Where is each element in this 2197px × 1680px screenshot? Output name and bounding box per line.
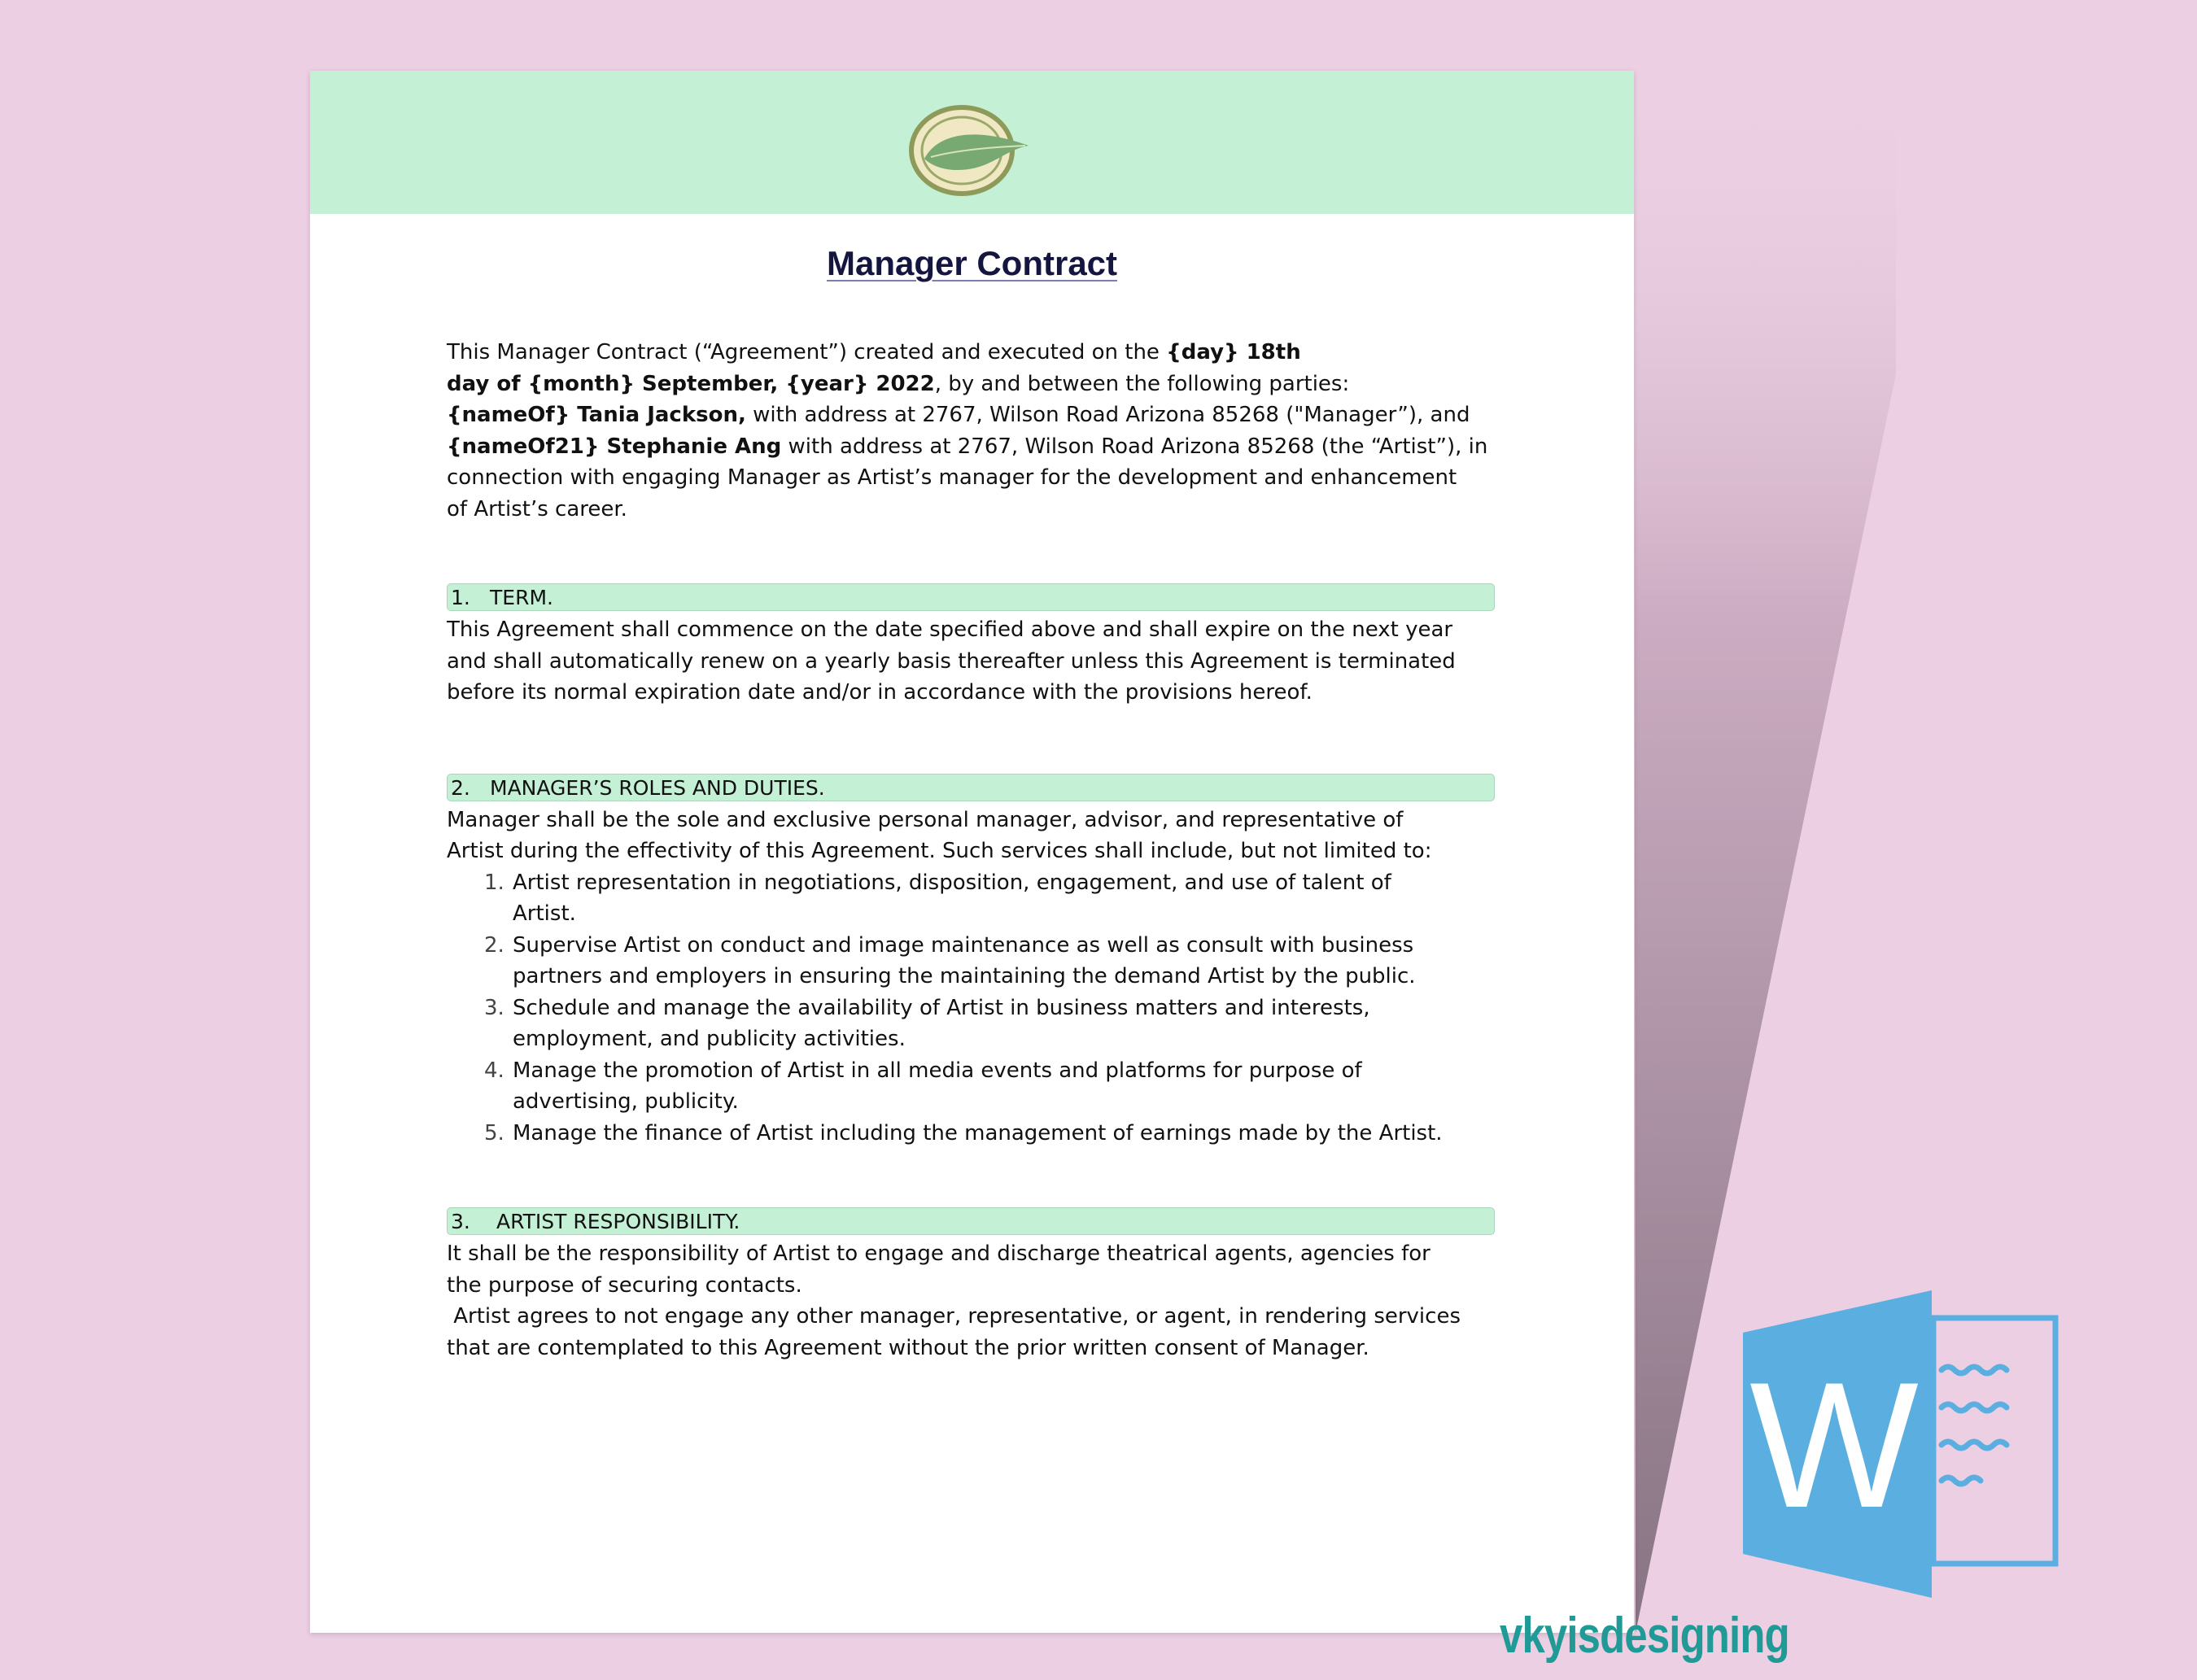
section-1-body: This Agreement shall commence on the date specified above and shall expire on the next year and shall automatically renew on a yearly basis thereafter unless this Agreement is terminated before its normal expiration date and/or in accordance with the provisions hereof. (447, 617, 1456, 705)
list-item: 5. Manage the finance of Artist including the management of earnings made by the Artist. (484, 1120, 1443, 1145)
list-item: 1. Artist representation in negotiations, disposition, engagement, and use of talent of Artist. (484, 870, 1391, 926)
section-3-heading: 3. ARTIST RESPONSIBILITY. (447, 1207, 1495, 1235)
word-document-icon (1741, 1287, 2059, 1604)
contract-page (310, 71, 1634, 1633)
leaf-logo-icon (906, 103, 1037, 198)
section-3-body: It shall be the responsibility of Artist to engage and discharge theatrical agents, agencies for the purpose of securing contacts. Artist agrees to not engage any other manager, representative, or agent, in rendering services that are contemplated to this Agreement without the prior written consent of Manager. (447, 1241, 1461, 1360)
list-item: 2. Supervise Artist on conduct and image maintenance as well as consult with business partners and employers in ensuring the maintaining the demand Artist by the public. (484, 932, 1416, 988)
header-band (310, 71, 1634, 214)
document-title: Manager Contract (826, 244, 1118, 282)
section-2-body: Manager shall be the sole and exclusive personal manager, advisor, and representative of Artist during the effectivity of this Agreement. Such services shall include, but not limited to: 1. Artist representation in negotiations, disposition, engagement, and use of talent of Artist. 2. Supervise Artist on conduct and image maintenance as well as consult with business partners and employers in ensuring the maintaining the demand Artist by the public. 3. Schedule and manage the availability of Artist in business matters and interests, employment, and publicity activities. 4. Manage the promotion of Artist in all media events and platforms for purpose of advertising, publicity. 5. Manage the finance of Artist including the management of earnings made by the Artist. (447, 805, 1667, 1150)
duties-list (447, 867, 1667, 1150)
list-item: 3. Schedule and manage the availability of Artist in business matters and interests, employment, and publicity activities. (484, 995, 1370, 1051)
section-2-heading: 2. MANAGER’S ROLES AND DUTIES. (447, 774, 1495, 801)
section-1-heading: 1. TERM. (447, 583, 1495, 611)
intro-paragraph: This Manager Contract (“Agreement”) created and executed on the {day} 18th day of {month} September, {year} 2022, by and between the following parties: {nameOf} Tania Jackson, with address at 2767, Wilson Road Arizona 85268 ("Manager”), and {nameOf21} Stephanie Ang with address at 2767, Wilson Road Arizona 85268 (the “Artist”), in connection with engaging Manager as Artist’s manager for the development and enhancement of Artist’s career. (447, 340, 1488, 521)
word-icon-letter: W (1749, 1345, 1919, 1545)
contract-body (447, 337, 1667, 1364)
list-item: 4. Manage the promotion of Artist in all media events and platforms for purpose of advertising, publicity. (484, 1058, 1362, 1114)
brand-watermark: vkyisdesigning (1500, 1608, 1789, 1664)
